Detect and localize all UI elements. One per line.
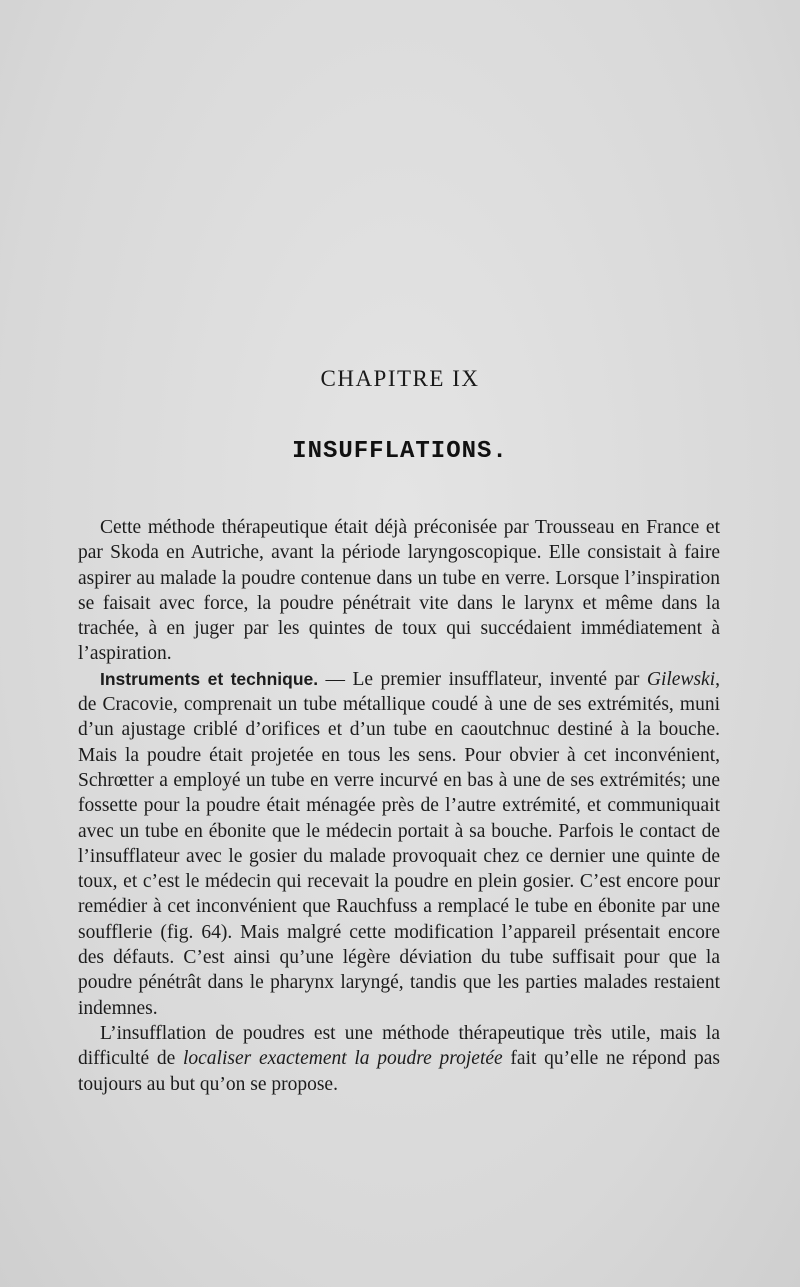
chapter-number: CHAPITRE IX [320, 366, 480, 391]
paragraph-instruments [78, 667, 720, 1021]
chapter-body [78, 515, 720, 1097]
paragraph-intro: Cette méthode thérapeutique était déjà préconisée par Trousseau en France et par Skoda en Autriche, avant la période laryngoscopique. Elle consistait à faire aspirer au malade la poudre contenue dans un tube en verre. Lorsque l’inspiration se faisait avec force, la poudre pénétrait vite dans le larynx et même dans la trachée, à en juger par les quintes de toux qui succédaient immédiatement à l’aspiration. [78, 517, 720, 665]
emphasis-text: localiser exactement la poudre projetée [182, 1048, 503, 1070]
paragraph-text: fait qu’elle ne répond pas toujours au but qu’on se propose. [78, 1048, 720, 1095]
chapter-title: INSUFFLATIONS. [292, 438, 508, 465]
paragraph-text: — Le premier insufflateur, inventé par [318, 668, 647, 690]
paragraph-conclusion [78, 1021, 720, 1097]
section-lead: Instruments et technique. [100, 668, 319, 689]
paragraph-text: , de Cracovie, comprenait un tube métallique coudé à une de ses extrémités, muni d’un ajustage criblé d’orifices et d’un tube en caoutchnuc destiné à la bouche. Mais la poudre était projetée en tous les sens. Pour obvier à cet inconvénient, Schrœtter a employé un tube en verre incurvé en bas à une de ses extrémités; une fossette pour la poudre était ménagée près de l’autre extrémité, et communiquait avec un tube en ébonite que le médecin portait à sa bouche. Parfois le contact de l’insufflateur avec le gosier du malade provoquait chez ce dernier une quinte de toux, et c’est le médecin qui recevait la poudre en plein gosier. C’est encore pour remédier à cet inconvénient que Rauchfuss a remplacé le tube en ébonite par une soufflerie (fig. 64). Mais malgré cette modification l’appareil présentait encore des défauts. C’est ainsi qu’une légère déviation du tube suffisait pour que la poudre pénétrât dans le pharynx laryngé, tandis que les parties malades restaient indemnes. [78, 668, 721, 1019]
paragraph-text: L’insufflation de poudres est une méthode thérapeutique très utile, mais la difficulté de [78, 1022, 720, 1070]
inventor-name: Gilewski [646, 668, 716, 690]
